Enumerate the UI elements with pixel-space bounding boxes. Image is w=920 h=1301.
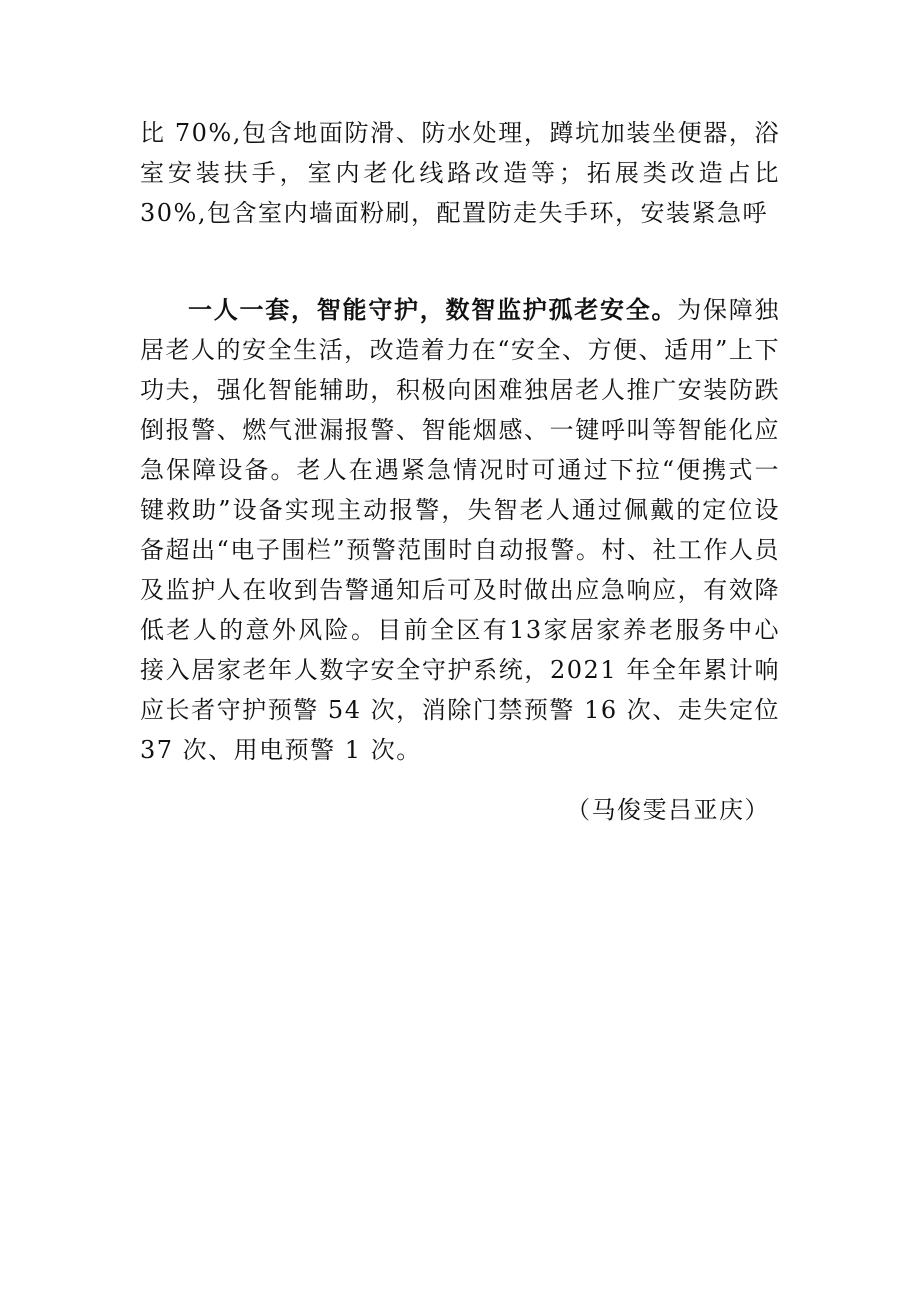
continuation-paragraph: 比 70%,包含地面防滑、防水处理，蹲坑加装坐便器，浴室安装扶手，室内老化线路改造等；拓展类改造占比 30%,包含室内墙面粉刷，配置防走失手环，安装紧急呼 xyxy=(140,119,780,227)
section-paragraph xyxy=(140,290,780,770)
continuation-paragraph-block xyxy=(140,113,780,233)
section-body-text: 为保障独居老人的安全生活，改造着力在“安全、方便、适用”上下功夫，强化智能辅助，积极向困难独居老人推广安装防跌倒报警、燃气泄漏报警、智能烟感、一键呼叫等智能化应急保障设备。老人在遇紧急情况时可通过下拉“便携式一键救助”设备实现主动报警，失智老人通过佩戴的定位设备超出“电子围栏”预警范围时自动报警。村、社工作人员及监护人在收到告警通知后可及时做出应急响应，有效降低老人的意外风险。目前全区有13家居家养老服务中心接入居家老年人数字安全守护系统，2021 年全年累计响应长者守护预警 54 次，消除门禁预警 16 次、走失定位 37 次、用电预警 1 次。 xyxy=(140,296,780,764)
section-paragraph-block xyxy=(140,290,780,770)
section-lead-heading: 一人一套，智能守护，数智监护孤老安全。 xyxy=(188,295,678,324)
author-signature: （马俊雯吕亚庆） xyxy=(566,796,770,824)
